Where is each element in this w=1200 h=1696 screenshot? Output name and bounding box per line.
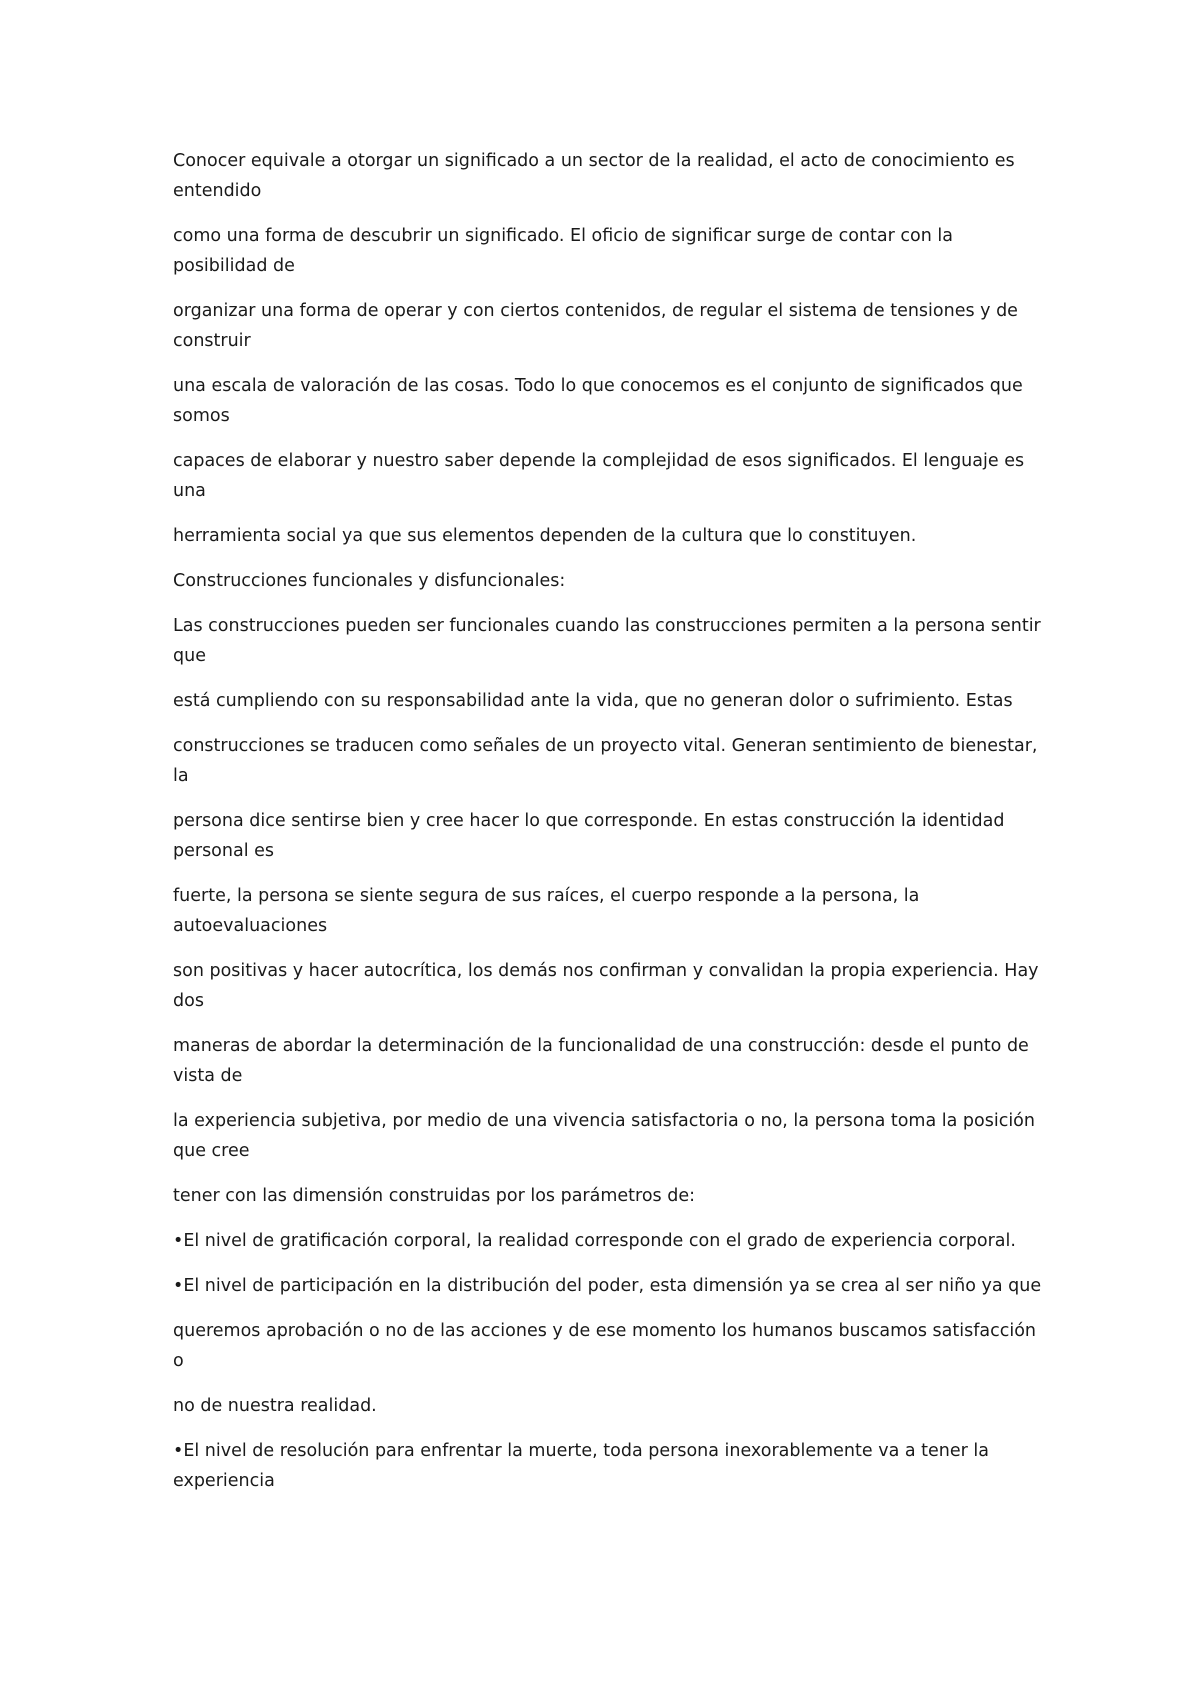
paragraph: maneras de abordar la determinación de la funcionalidad de una construcción: desde el punto de vista de [173, 1036, 1029, 1086]
bullet-item: •El nivel de resolución para enfrentar la muerte, toda persona inexorablemente va a tener la experiencia [173, 1441, 989, 1491]
document-body [173, 146, 1043, 1511]
paragraph: no de nuestra realidad. [173, 1396, 377, 1416]
bullet-item: •El nivel de participación en la distribución del poder, esta dimensión ya se crea al ser niño ya que [173, 1276, 1042, 1296]
paragraph: organizar una forma de operar y con ciertos contenidos, de regular el sistema de tensiones y de construir [173, 301, 1018, 351]
paragraph: fuerte, la persona se siente segura de sus raíces, el cuerpo responde a la persona, la autoevaluaciones [173, 886, 920, 936]
paragraph: son positivas y hacer autocrítica, los demás nos confirman y convalidan la propia experiencia. Hay dos [173, 961, 1039, 1011]
paragraph: como una forma de descubrir un significado. El oficio de significar surge de contar con la posibilidad de [173, 226, 953, 276]
paragraph: una escala de valoración de las cosas. Todo lo que conocemos es el conjunto de significados que somos [173, 376, 1023, 426]
paragraph: está cumpliendo con su responsabilidad ante la vida, que no generan dolor o sufrimiento. Estas [173, 691, 1013, 711]
paragraph: queremos aprobación o no de las acciones y de ese momento los humanos buscamos satisfacción o [173, 1321, 1037, 1371]
paragraph: herramienta social ya que sus elementos dependen de la cultura que lo constituyen. [173, 526, 917, 546]
paragraph: tener con las dimensión construidas por los parámetros de: [173, 1186, 695, 1206]
paragraph: Las construcciones pueden ser funcionales cuando las construcciones permiten a la persona sentir que [173, 616, 1041, 666]
paragraph: persona dice sentirse bien y cree hacer lo que corresponde. En estas construcción la identidad personal es [173, 811, 1005, 861]
paragraph: construcciones se traducen como señales de un proyecto vital. Generan sentimiento de bienestar, la [173, 736, 1038, 786]
section-heading: Construcciones funcionales y disfuncionales: [173, 571, 566, 591]
paragraph: la experiencia subjetiva, por medio de una vivencia satisfactoria o no, la persona toma la posición que cree [173, 1111, 1035, 1161]
bullet-item: •El nivel de gratificación corporal, la realidad corresponde con el grado de experiencia corporal. [173, 1231, 1016, 1251]
paragraph: capaces de elaborar y nuestro saber depende la complejidad de esos significados. El lenguaje es una [173, 451, 1025, 501]
paragraph: Conocer equivale a otorgar un significado a un sector de la realidad, el acto de conocimiento es entendido [173, 151, 1015, 201]
